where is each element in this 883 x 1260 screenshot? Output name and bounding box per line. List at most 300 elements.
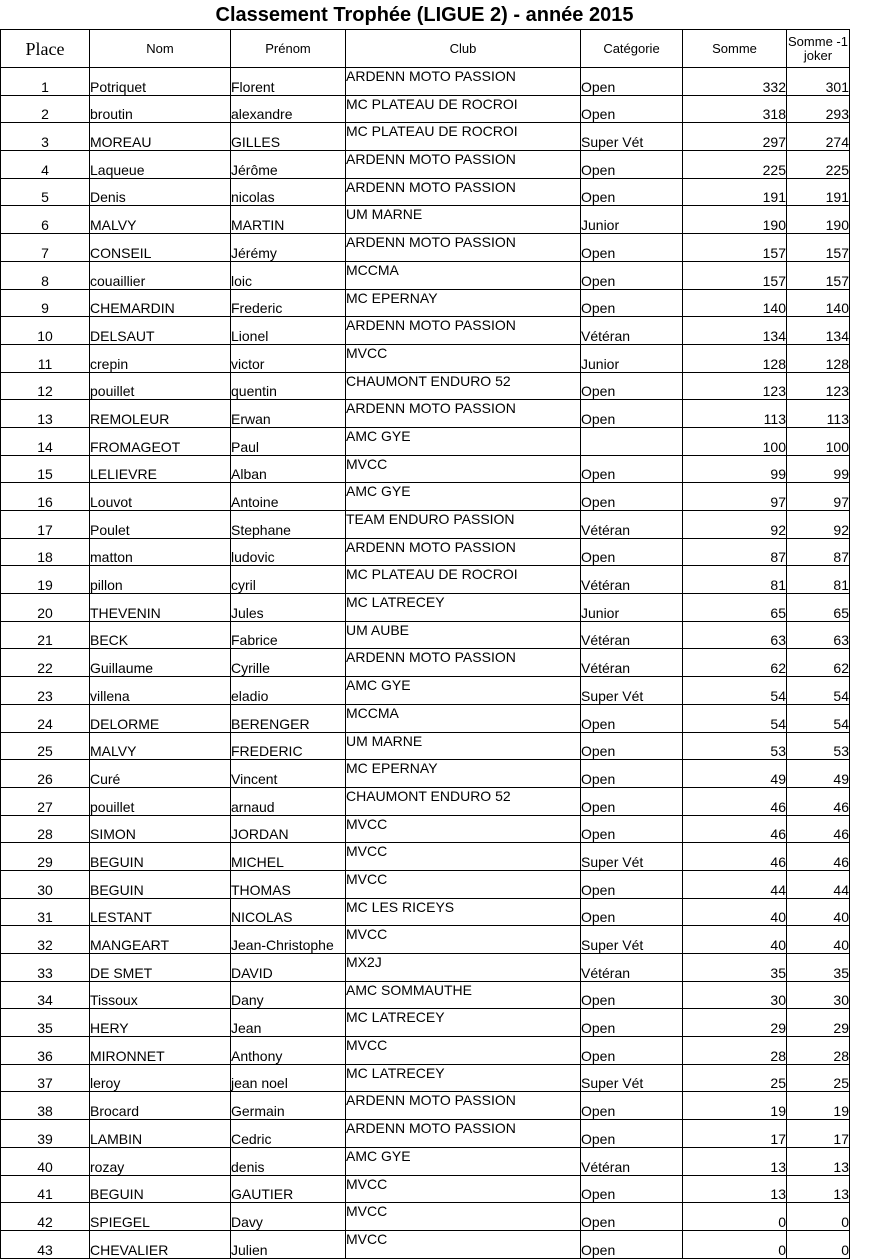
nom-cell: Curé	[90, 760, 231, 788]
prenom-cell: denis	[231, 1147, 346, 1175]
categorie-cell: Open	[581, 483, 683, 511]
table-row	[1, 317, 850, 345]
club-cell: ARDENN MOTO PASSION	[346, 68, 581, 96]
nom-cell: BECK	[90, 621, 231, 649]
club-cell: ARDENN MOTO PASSION	[346, 151, 581, 179]
categorie-cell: Vétéran	[581, 511, 683, 539]
table-row	[1, 151, 850, 179]
place-cell: 4	[1, 151, 90, 179]
table-row	[1, 538, 850, 566]
prenom-cell: GILLES	[231, 123, 346, 151]
table-row	[1, 123, 850, 151]
club-cell: ARDENN MOTO PASSION	[346, 178, 581, 206]
club-cell: MVCC	[346, 815, 581, 843]
somme-cell: 157	[683, 234, 787, 262]
somme-cell: 191	[683, 178, 787, 206]
club-cell: AMC GYE	[346, 1147, 581, 1175]
categorie-cell: Super Vét	[581, 123, 683, 151]
prenom-cell: Davy	[231, 1203, 346, 1231]
somme-cell: 19	[683, 1092, 787, 1120]
somme-cell: 30	[683, 981, 787, 1009]
club-cell: ARDENN MOTO PASSION	[346, 1092, 581, 1120]
somme-joker-cell: 63	[787, 621, 850, 649]
somme-joker-cell: 40	[787, 898, 850, 926]
table-row	[1, 704, 850, 732]
categorie-cell: Super Vét	[581, 843, 683, 871]
categorie-cell: Junior	[581, 594, 683, 622]
categorie-cell: Open	[581, 538, 683, 566]
club-cell: MCCMA	[346, 704, 581, 732]
prenom-cell: Anthony	[231, 1037, 346, 1065]
place-cell: 32	[1, 926, 90, 954]
somme-cell: 46	[683, 787, 787, 815]
somme-joker-cell: 46	[787, 787, 850, 815]
place-cell: 23	[1, 677, 90, 705]
table-body	[1, 68, 850, 1259]
somme-cell: 49	[683, 760, 787, 788]
club-cell: MVCC	[346, 926, 581, 954]
club-cell: AMC GYE	[346, 677, 581, 705]
nom-cell: DELSAUT	[90, 317, 231, 345]
categorie-cell: Open	[581, 178, 683, 206]
table-row	[1, 206, 850, 234]
somme-joker-cell: 140	[787, 289, 850, 317]
categorie-cell: Vétéran	[581, 1147, 683, 1175]
prenom-cell: Fabrice	[231, 621, 346, 649]
club-cell: MCCMA	[346, 261, 581, 289]
table-header-row	[1, 30, 850, 68]
somme-joker-cell: 87	[787, 538, 850, 566]
categorie-cell: Junior	[581, 206, 683, 234]
place-cell: 26	[1, 760, 90, 788]
somme-cell: 28	[683, 1037, 787, 1065]
somme-joker-cell: 13	[787, 1175, 850, 1203]
somme-cell: 29	[683, 1009, 787, 1037]
table-row	[1, 1064, 850, 1092]
somme-cell: 99	[683, 455, 787, 483]
categorie-cell: Open	[581, 1092, 683, 1120]
place-cell: 10	[1, 317, 90, 345]
club-cell: ARDENN MOTO PASSION	[346, 234, 581, 262]
place-cell: 39	[1, 1120, 90, 1148]
table-row	[1, 566, 850, 594]
somme-joker-cell: 293	[787, 95, 850, 123]
nom-cell: DE SMET	[90, 954, 231, 982]
nom-cell: LAMBIN	[90, 1120, 231, 1148]
somme-joker-cell: 100	[787, 427, 850, 455]
place-cell: 9	[1, 289, 90, 317]
nom-cell: pillon	[90, 566, 231, 594]
place-cell: 41	[1, 1175, 90, 1203]
somme-joker-cell: 62	[787, 649, 850, 677]
table-row	[1, 483, 850, 511]
club-cell: MVCC	[346, 455, 581, 483]
nom-cell: MOREAU	[90, 123, 231, 151]
header-place: Place	[1, 30, 90, 68]
place-cell: 35	[1, 1009, 90, 1037]
somme-cell: 40	[683, 926, 787, 954]
prenom-cell: Jérôme	[231, 151, 346, 179]
somme-joker-cell: 81	[787, 566, 850, 594]
table-row	[1, 732, 850, 760]
somme-cell: 65	[683, 594, 787, 622]
club-cell: AMC GYE	[346, 427, 581, 455]
nom-cell: broutin	[90, 95, 231, 123]
club-cell: ARDENN MOTO PASSION	[346, 649, 581, 677]
categorie-cell: Open	[581, 898, 683, 926]
somme-joker-cell: 19	[787, 1092, 850, 1120]
club-cell: MX2J	[346, 954, 581, 982]
place-cell: 24	[1, 704, 90, 732]
categorie-cell: Open	[581, 1009, 683, 1037]
categorie-cell: Super Vét	[581, 677, 683, 705]
somme-cell: 81	[683, 566, 787, 594]
nom-cell: REMOLEUR	[90, 400, 231, 428]
place-cell: 16	[1, 483, 90, 511]
prenom-cell: JORDAN	[231, 815, 346, 843]
somme-joker-cell: 65	[787, 594, 850, 622]
somme-cell: 40	[683, 898, 787, 926]
prenom-cell: FREDERIC	[231, 732, 346, 760]
somme-joker-cell: 17	[787, 1120, 850, 1148]
place-cell: 2	[1, 95, 90, 123]
table-row	[1, 372, 850, 400]
club-cell: MC LES RICEYS	[346, 898, 581, 926]
somme-cell: 318	[683, 95, 787, 123]
prenom-cell: Jean-Christophe	[231, 926, 346, 954]
place-cell: 1	[1, 68, 90, 96]
somme-cell: 0	[683, 1230, 787, 1258]
somme-cell: 46	[683, 815, 787, 843]
categorie-cell: Open	[581, 455, 683, 483]
club-cell: MC LATRECEY	[346, 594, 581, 622]
categorie-cell: Open	[581, 1175, 683, 1203]
categorie-cell: Vétéran	[581, 566, 683, 594]
categorie-cell: Open	[581, 234, 683, 262]
prenom-cell: arnaud	[231, 787, 346, 815]
club-cell: MVCC	[346, 870, 581, 898]
nom-cell: villena	[90, 677, 231, 705]
prenom-cell: Dany	[231, 981, 346, 1009]
nom-cell: MIRONNET	[90, 1037, 231, 1065]
prenom-cell: Julien	[231, 1230, 346, 1258]
table-row	[1, 843, 850, 871]
categorie-cell: Open	[581, 289, 683, 317]
prenom-cell: Cyrille	[231, 649, 346, 677]
somme-joker-cell: 25	[787, 1064, 850, 1092]
somme-joker-cell: 54	[787, 677, 850, 705]
somme-cell: 190	[683, 206, 787, 234]
prenom-cell: victor	[231, 344, 346, 372]
place-cell: 6	[1, 206, 90, 234]
somme-cell: 53	[683, 732, 787, 760]
somme-cell: 297	[683, 123, 787, 151]
somme-joker-cell: 0	[787, 1203, 850, 1231]
somme-cell: 17	[683, 1120, 787, 1148]
somme-joker-cell: 113	[787, 400, 850, 428]
somme-cell: 35	[683, 954, 787, 982]
place-cell: 38	[1, 1092, 90, 1120]
club-cell: MVCC	[346, 1230, 581, 1258]
table-row	[1, 178, 850, 206]
table-row	[1, 289, 850, 317]
club-cell: MC EPERNAY	[346, 289, 581, 317]
somme-joker-cell: 35	[787, 954, 850, 982]
table-row	[1, 261, 850, 289]
place-cell: 36	[1, 1037, 90, 1065]
prenom-cell: quentin	[231, 372, 346, 400]
nom-cell: pouillet	[90, 372, 231, 400]
categorie-cell: Super Vét	[581, 1064, 683, 1092]
club-cell: MC EPERNAY	[346, 760, 581, 788]
club-cell: MC LATRECEY	[346, 1064, 581, 1092]
prenom-cell: Antoine	[231, 483, 346, 511]
place-cell: 13	[1, 400, 90, 428]
somme-joker-cell: 134	[787, 317, 850, 345]
place-cell: 8	[1, 261, 90, 289]
place-cell: 34	[1, 981, 90, 1009]
nom-cell: CONSEIL	[90, 234, 231, 262]
categorie-cell: Vétéran	[581, 317, 683, 345]
club-cell: MVCC	[346, 344, 581, 372]
table-row	[1, 870, 850, 898]
place-cell: 30	[1, 870, 90, 898]
categorie-cell: Open	[581, 1203, 683, 1231]
somme-joker-cell: 13	[787, 1147, 850, 1175]
table-row	[1, 621, 850, 649]
somme-cell: 123	[683, 372, 787, 400]
somme-joker-cell: 29	[787, 1009, 850, 1037]
club-cell: MC PLATEAU DE ROCROI	[346, 566, 581, 594]
nom-cell: THEVENIN	[90, 594, 231, 622]
somme-cell: 46	[683, 843, 787, 871]
nom-cell: LELIEVRE	[90, 455, 231, 483]
table-row	[1, 400, 850, 428]
somme-joker-cell: 28	[787, 1037, 850, 1065]
prenom-cell: BERENGER	[231, 704, 346, 732]
prenom-cell: DAVID	[231, 954, 346, 982]
header-club: Club	[346, 30, 581, 68]
somme-joker-cell: 54	[787, 704, 850, 732]
prenom-cell: Cedric	[231, 1120, 346, 1148]
nom-cell: BEGUIN	[90, 1175, 231, 1203]
prenom-cell: cyril	[231, 566, 346, 594]
nom-cell: SIMON	[90, 815, 231, 843]
nom-cell: LESTANT	[90, 898, 231, 926]
prenom-cell: Erwan	[231, 400, 346, 428]
place-cell: 18	[1, 538, 90, 566]
header-categorie: Catégorie	[581, 30, 683, 68]
table-row	[1, 1230, 850, 1258]
nom-cell: MANGEART	[90, 926, 231, 954]
prenom-cell: Lionel	[231, 317, 346, 345]
somme-cell: 113	[683, 400, 787, 428]
nom-cell: Denis	[90, 178, 231, 206]
club-cell: UM AUBE	[346, 621, 581, 649]
categorie-cell: Vétéran	[581, 621, 683, 649]
somme-joker-cell: 225	[787, 151, 850, 179]
categorie-cell: Vétéran	[581, 954, 683, 982]
somme-cell: 54	[683, 677, 787, 705]
categorie-cell: Open	[581, 95, 683, 123]
club-cell: MC PLATEAU DE ROCROI	[346, 123, 581, 151]
table-row	[1, 1037, 850, 1065]
club-cell: ARDENN MOTO PASSION	[346, 400, 581, 428]
table-row	[1, 926, 850, 954]
prenom-cell: MARTIN	[231, 206, 346, 234]
somme-joker-cell: 0	[787, 1230, 850, 1258]
somme-joker-cell: 53	[787, 732, 850, 760]
somme-joker-cell: 44	[787, 870, 850, 898]
nom-cell: Tissoux	[90, 981, 231, 1009]
place-cell: 22	[1, 649, 90, 677]
nom-cell: DELORME	[90, 704, 231, 732]
page-title: Classement Trophée (LIGUE 2) - année 2015	[215, 4, 634, 26]
nom-cell: Laqueue	[90, 151, 231, 179]
prenom-cell: Florent	[231, 68, 346, 96]
categorie-cell: Open	[581, 787, 683, 815]
somme-joker-cell: 99	[787, 455, 850, 483]
club-cell: TEAM ENDURO PASSION	[346, 511, 581, 539]
table-row	[1, 1175, 850, 1203]
place-cell: 17	[1, 511, 90, 539]
place-cell: 5	[1, 178, 90, 206]
table-row	[1, 760, 850, 788]
club-cell: CHAUMONT ENDURO 52	[346, 372, 581, 400]
place-cell: 27	[1, 787, 90, 815]
table-row	[1, 1092, 850, 1120]
somme-joker-cell: 157	[787, 261, 850, 289]
somme-joker-cell: 123	[787, 372, 850, 400]
nom-cell: MALVY	[90, 732, 231, 760]
place-cell: 25	[1, 732, 90, 760]
place-cell: 31	[1, 898, 90, 926]
prenom-cell: GAUTIER	[231, 1175, 346, 1203]
place-cell: 29	[1, 843, 90, 871]
table-row	[1, 649, 850, 677]
header-nom: Nom	[90, 30, 231, 68]
place-cell: 42	[1, 1203, 90, 1231]
club-cell: MVCC	[346, 843, 581, 871]
prenom-cell: loic	[231, 261, 346, 289]
prenom-cell: eladio	[231, 677, 346, 705]
nom-cell: Guillaume	[90, 649, 231, 677]
nom-cell: Poulet	[90, 511, 231, 539]
nom-cell: MALVY	[90, 206, 231, 234]
prenom-cell: Germain	[231, 1092, 346, 1120]
categorie-cell: Open	[581, 760, 683, 788]
prenom-cell: nicolas	[231, 178, 346, 206]
club-cell: ARDENN MOTO PASSION	[346, 1120, 581, 1148]
place-cell: 40	[1, 1147, 90, 1175]
prenom-cell: THOMAS	[231, 870, 346, 898]
prenom-cell: Jérémy	[231, 234, 346, 262]
table-row	[1, 787, 850, 815]
place-cell: 21	[1, 621, 90, 649]
place-cell: 19	[1, 566, 90, 594]
prenom-cell: alexandre	[231, 95, 346, 123]
nom-cell: CHEVALIER	[90, 1230, 231, 1258]
place-cell: 7	[1, 234, 90, 262]
somme-cell: 13	[683, 1147, 787, 1175]
somme-cell: 87	[683, 538, 787, 566]
categorie-cell: Open	[581, 400, 683, 428]
nom-cell: FROMAGEOT	[90, 427, 231, 455]
somme-joker-cell: 157	[787, 234, 850, 262]
categorie-cell: Open	[581, 261, 683, 289]
nom-cell: CHEMARDIN	[90, 289, 231, 317]
table-row	[1, 1203, 850, 1231]
nom-cell: couaillier	[90, 261, 231, 289]
nom-cell: crepin	[90, 344, 231, 372]
table-row	[1, 677, 850, 705]
club-cell: ARDENN MOTO PASSION	[346, 317, 581, 345]
nom-cell: Brocard	[90, 1092, 231, 1120]
nom-cell: Louvot	[90, 483, 231, 511]
somme-cell: 134	[683, 317, 787, 345]
table-row	[1, 68, 850, 96]
club-cell: MC PLATEAU DE ROCROI	[346, 95, 581, 123]
prenom-cell: Vincent	[231, 760, 346, 788]
somme-joker-cell: 49	[787, 760, 850, 788]
place-cell: 15	[1, 455, 90, 483]
somme-cell: 97	[683, 483, 787, 511]
table-row	[1, 427, 850, 455]
somme-joker-cell: 30	[787, 981, 850, 1009]
prenom-cell: Frederic	[231, 289, 346, 317]
somme-joker-cell: 301	[787, 68, 850, 96]
somme-joker-cell: 128	[787, 344, 850, 372]
somme-cell: 62	[683, 649, 787, 677]
table-row	[1, 95, 850, 123]
somme-cell: 0	[683, 1203, 787, 1231]
nom-cell: leroy	[90, 1064, 231, 1092]
categorie-cell: Open	[581, 372, 683, 400]
club-cell: MVCC	[346, 1203, 581, 1231]
header-somme-joker: Somme -1 joker	[787, 30, 850, 68]
somme-cell: 332	[683, 68, 787, 96]
table-row	[1, 511, 850, 539]
prenom-cell: ludovic	[231, 538, 346, 566]
prenom-cell: jean noel	[231, 1064, 346, 1092]
place-cell: 3	[1, 123, 90, 151]
somme-cell: 54	[683, 704, 787, 732]
prenom-cell: Alban	[231, 455, 346, 483]
table-row	[1, 898, 850, 926]
prenom-cell: Paul	[231, 427, 346, 455]
table-row	[1, 954, 850, 982]
somme-cell: 92	[683, 511, 787, 539]
categorie-cell: Open	[581, 815, 683, 843]
place-cell: 37	[1, 1064, 90, 1092]
somme-joker-cell: 274	[787, 123, 850, 151]
categorie-cell: Open	[581, 732, 683, 760]
prenom-cell: Jules	[231, 594, 346, 622]
nom-cell: SPIEGEL	[90, 1203, 231, 1231]
prenom-cell: NICOLAS	[231, 898, 346, 926]
categorie-cell: Open	[581, 151, 683, 179]
categorie-cell: Open	[581, 1037, 683, 1065]
somme-joker-cell: 40	[787, 926, 850, 954]
somme-cell: 157	[683, 261, 787, 289]
categorie-cell: Open	[581, 68, 683, 96]
categorie-cell	[581, 427, 683, 455]
nom-cell: BEGUIN	[90, 870, 231, 898]
club-cell: UM MARNE	[346, 206, 581, 234]
categorie-cell: Open	[581, 1120, 683, 1148]
nom-cell: pouillet	[90, 787, 231, 815]
place-cell: 11	[1, 344, 90, 372]
